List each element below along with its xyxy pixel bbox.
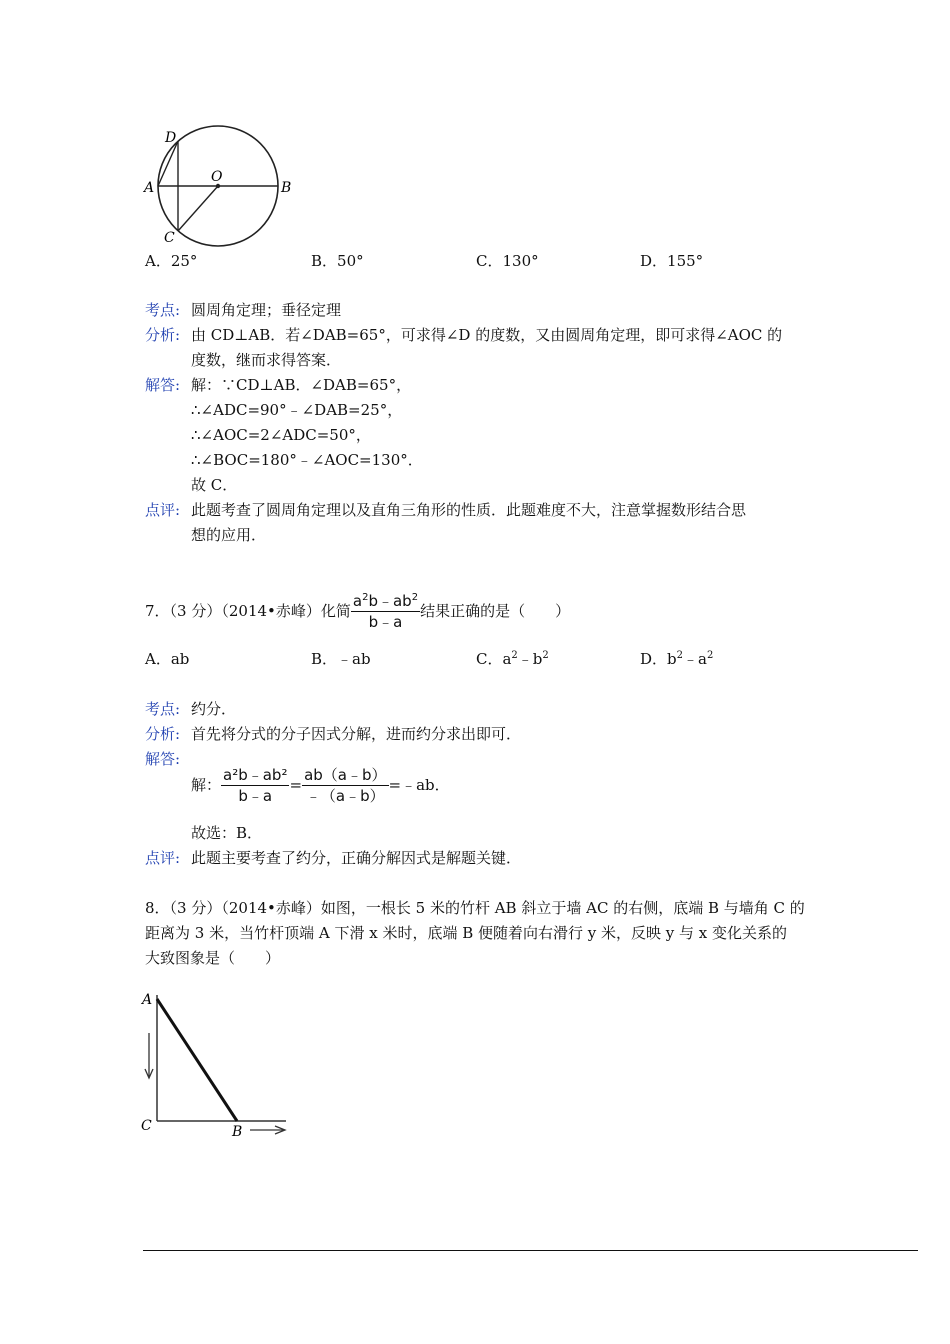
label-D: D — [165, 130, 177, 146]
q7-choose: 故选：B． — [191, 824, 263, 842]
label-O: O — [211, 169, 223, 185]
q6-fenxi-line1: 由 CD⊥AB．若∠DAB=65°，可求得∠D 的度数，又由圆周角定理，即可求得∠AOC 的 — [191, 326, 783, 344]
q7-fraction-denominator: b﹣a — [368, 612, 403, 631]
segment-OC — [178, 186, 218, 231]
segment-AD — [158, 141, 178, 186]
q6-dianping-line2: 想的应用． — [191, 526, 267, 544]
label-C: C — [141, 1118, 152, 1134]
q7-kaodian: 约分． — [191, 700, 237, 718]
q8-stem-line1: 8．（3 分）（2014•赤峰）如图，一根长 5 米的竹杆 AB 斜立于墙 AC 的右侧，底端 B 与墙角 C 的 — [145, 899, 805, 917]
q7-option-a: A．ab — [145, 650, 190, 668]
q7-fraction-numerator: $a^2b﹣ab^2$ — [352, 591, 419, 610]
label-B: B — [281, 180, 292, 196]
q6-kaodian: 圆周角定理；垂径定理 — [191, 301, 342, 319]
ladder-figure — [138, 985, 298, 1145]
q6-option-d: D．155° — [640, 252, 704, 270]
q6-jieda-line4: ∴∠BOC=180°﹣∠AOC=130°． — [191, 451, 423, 469]
q6-jieda-line2: ∴∠ADC=90°﹣∠DAB=25°， — [191, 401, 403, 419]
q8-stem-line2: 距离为 3 米，当竹杆顶端 A 下滑 x 米时，底端 B 便随着向右滑行 y 米，反映 y 与 x 变化关系的 — [145, 924, 788, 942]
q7-stem — [145, 588, 570, 634]
q6-option-b: B．50° — [311, 252, 364, 270]
q7-option-c: C．$a^2﹣b^2$ — [476, 650, 549, 668]
q6-fenxi-label: 分析: — [145, 326, 181, 344]
q7-stem-prefix: 7．（3 分）（2014•赤峰）化简 — [145, 601, 351, 620]
q7-stem-suffix: 结果正确的是（ ） — [420, 601, 571, 620]
q7-solution-fraction-1: $\frac{\text{a²b﹣ab²}}{b﹣a}$ — [223, 765, 288, 805]
q6-option-c: C．130° — [476, 252, 539, 270]
q7-fenxi-label: 分析: — [145, 725, 181, 743]
q7-option-b: B．﹣ab — [311, 650, 371, 668]
q7-jieda-label: 解答: — [145, 750, 181, 768]
q6-jieda-label: 解答: — [145, 376, 181, 394]
label-C: C — [164, 230, 175, 246]
q7-dianping: 此题主要考查了约分，正确分解因式是解题关键． — [191, 849, 522, 867]
label-A: A — [144, 180, 155, 196]
footer-rule — [143, 1250, 918, 1251]
q6-kaodian-label: 考点: — [145, 301, 181, 319]
label-B: B — [232, 1124, 243, 1140]
q8-stem-line3: 大致图象是（ ） — [145, 949, 281, 967]
label-A: A — [142, 992, 153, 1008]
q7-solution-equals: = — [289, 775, 303, 794]
q6-jieda-line3: ∴∠AOC=2∠ADC=50°， — [191, 426, 371, 444]
q7-solution-result: =﹣ab． — [388, 775, 450, 794]
pole-AB — [157, 999, 237, 1121]
q7-dianping-label: 点评: — [145, 849, 181, 867]
q6-jieda-line1: 解：∵CD⊥AB．∠DAB=65°， — [191, 376, 412, 394]
q7-solution-prefix: 解： — [191, 775, 222, 794]
q7-kaodian-label: 考点: — [145, 700, 181, 718]
q6-dianping-line1: 此题考查了圆周角定理以及直角三角形的性质．此题难度不大，注意掌握数形结合思 — [191, 501, 747, 519]
q7-fenxi: 首先将分式的分子因式分解，进而约分求出即可． — [191, 725, 522, 743]
q6-fenxi-line2: 度数，继而求得答案． — [191, 351, 342, 369]
q6-jieda-line5: 故 C． — [191, 476, 238, 494]
q6-dianping-label: 点评: — [145, 501, 181, 519]
q7-solution-fraction-2: $\frac{ab(a﹣b)}{﹣(a﹣b)}$ — [304, 765, 387, 805]
q7-option-d: D．$b^2﹣a^2$ — [640, 650, 714, 668]
q7-solution — [191, 762, 450, 808]
q7-fraction — [351, 591, 420, 632]
circle-figure — [138, 120, 303, 250]
q6-option-a: A．25° — [145, 252, 198, 270]
